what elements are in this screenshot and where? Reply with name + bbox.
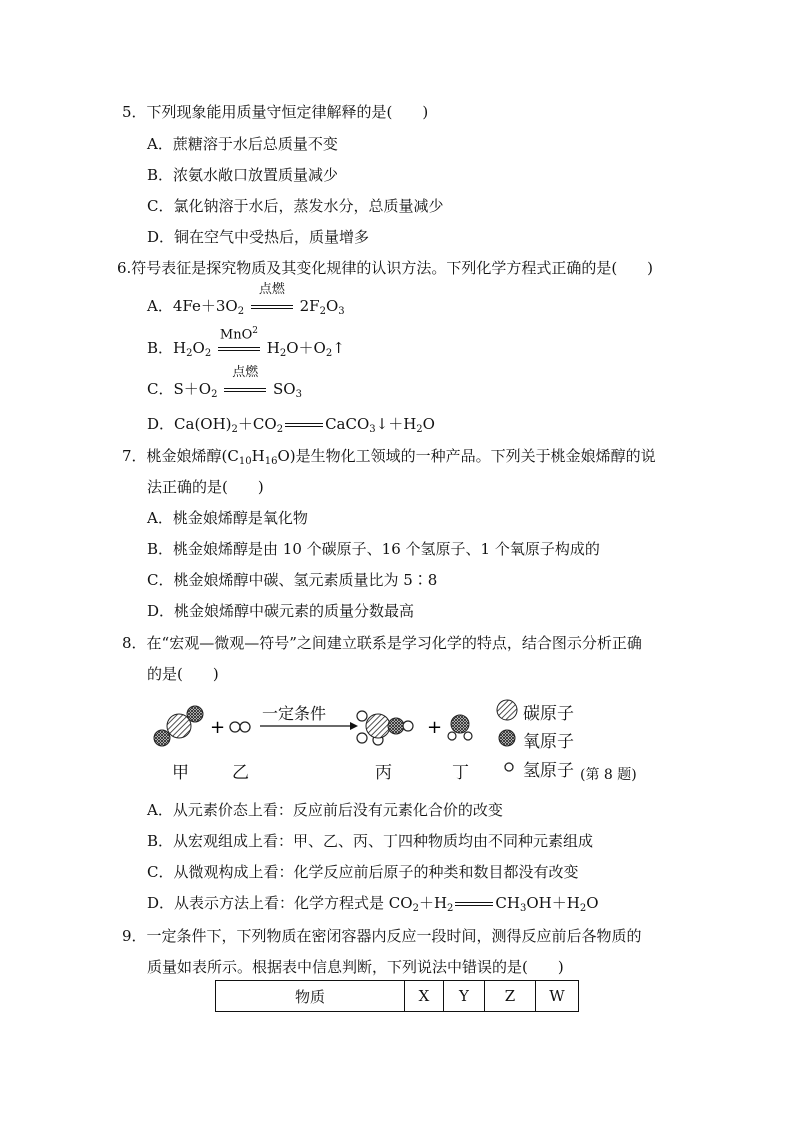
q7-stem: 7．桃金娘烯醇$(C_{10}H_{16}O)$是生物化工领域的一种产品。下列关于桃金娘烯醇的说 <box>122 447 656 467</box>
q7-stem-cont: 法正确的是( ) <box>147 478 264 496</box>
q9-stem-cont: 质量如表所示。根据表中信息判断，下列说法中错误的是( ) <box>147 958 564 976</box>
reaction-diagram <box>150 696 650 786</box>
table-header-w: W <box>536 981 579 1012</box>
label-yi: 乙 <box>232 763 249 783</box>
svg-text:+: + <box>427 717 443 738</box>
q6-option-d: D．$Ca(OH)_2+CO_2$ $CaCO_3↓+H_2O$ <box>147 415 435 435</box>
q5-stem: 5．下列现象能用质量守恒定律解释的是( ) <box>122 103 429 121</box>
mass-table <box>215 980 579 1012</box>
q6-stem: 6.符号表征是探究物质及其变化规律的认识方法。下列化学方程式正确的是( ) <box>117 259 654 277</box>
molecule-yi <box>230 722 250 732</box>
molecule-bing <box>357 711 413 745</box>
table-header-z: Z <box>485 981 536 1012</box>
q8-option-d: D．从表示方法上看：化学方程式是 $CO_2+H_2$ $CH_3OH+H_2O$ <box>147 894 599 914</box>
q7-option-b: B．桃金娘烯醇是由 10 个碳原子、16 个氢原子、1 个氧原子构成的 <box>147 540 600 558</box>
legend-hydrogen: 氢原子 <box>523 761 574 781</box>
q6-option-a: A．$4Fe+3O_2$ 点燃 $2F_2O_3$ <box>147 282 345 317</box>
q6-option-c: C．$S+O_2$ 点燃 $SO_3$ <box>147 365 302 400</box>
q6-option-b: B．$H_2O_2$ MnO$^2$ $H_2O+O_2↑$ <box>147 326 345 359</box>
reaction-arrow-a: 点燃 <box>251 296 293 316</box>
q7-option-a: A．桃金娘烯醇是氧化物 <box>147 509 308 527</box>
table-row <box>216 981 579 1012</box>
svg-text:+: + <box>210 717 226 738</box>
q5-option-c: C．氯化钠溶于水后，蒸发水分，总质量减少 <box>147 197 444 215</box>
q7-option-c: C．桃金娘烯醇中碳、氢元素质量比为 5∶8 <box>147 571 438 589</box>
legend-carbon: 碳原子 <box>523 704 574 724</box>
q9-stem: 9．一定条件下，下列物质在密闭容器内反应一段时间，测得反应前后各物质的 <box>122 927 642 945</box>
table-header-substance: 物质 <box>216 981 405 1012</box>
molecule-jia <box>154 706 203 746</box>
label-ding: 丁 <box>452 763 469 783</box>
q5-option-a: A．蔗糖溶于水后总质量不变 <box>147 135 338 153</box>
figure-caption: (第 8 题) <box>580 767 637 783</box>
label-jia: 甲 <box>172 763 189 783</box>
q8-stem-cont: 的是( ) <box>147 665 219 683</box>
q8-option-a: A．从元素价态上看：反应前后没有元素化合价的改变 <box>147 801 503 819</box>
reaction-arrow-b: MnO$^2$ <box>218 338 260 358</box>
reaction-arrow-c: 点燃 <box>224 379 266 399</box>
q8-option-b: B．从宏观组成上看：甲、乙、丙、丁四种物质均由不同种元素组成 <box>147 832 594 850</box>
label-bing: 丙 <box>375 763 392 783</box>
q7-option-d: D．桃金娘烯醇中碳元素的质量分数最高 <box>147 602 415 620</box>
q5-option-d: D．铜在空气中受热后，质量增多 <box>147 228 370 246</box>
legend-oxygen: 氧原子 <box>523 732 574 752</box>
table-header-y: Y <box>444 981 485 1012</box>
molecule-ding <box>448 715 472 740</box>
q5-option-b: B．浓氨水敞口放置质量减少 <box>147 166 339 184</box>
q8-option-c: C．从微观构成上看：化学反应前后原子的种类和数目都没有改变 <box>147 863 579 881</box>
table-header-x: X <box>405 981 444 1012</box>
reaction-condition: 一定条件 <box>262 704 327 723</box>
q8-stem: 8．在“宏观—微观—符号”之间建立联系是学习化学的特点，结合图示分析正确 <box>122 634 642 652</box>
